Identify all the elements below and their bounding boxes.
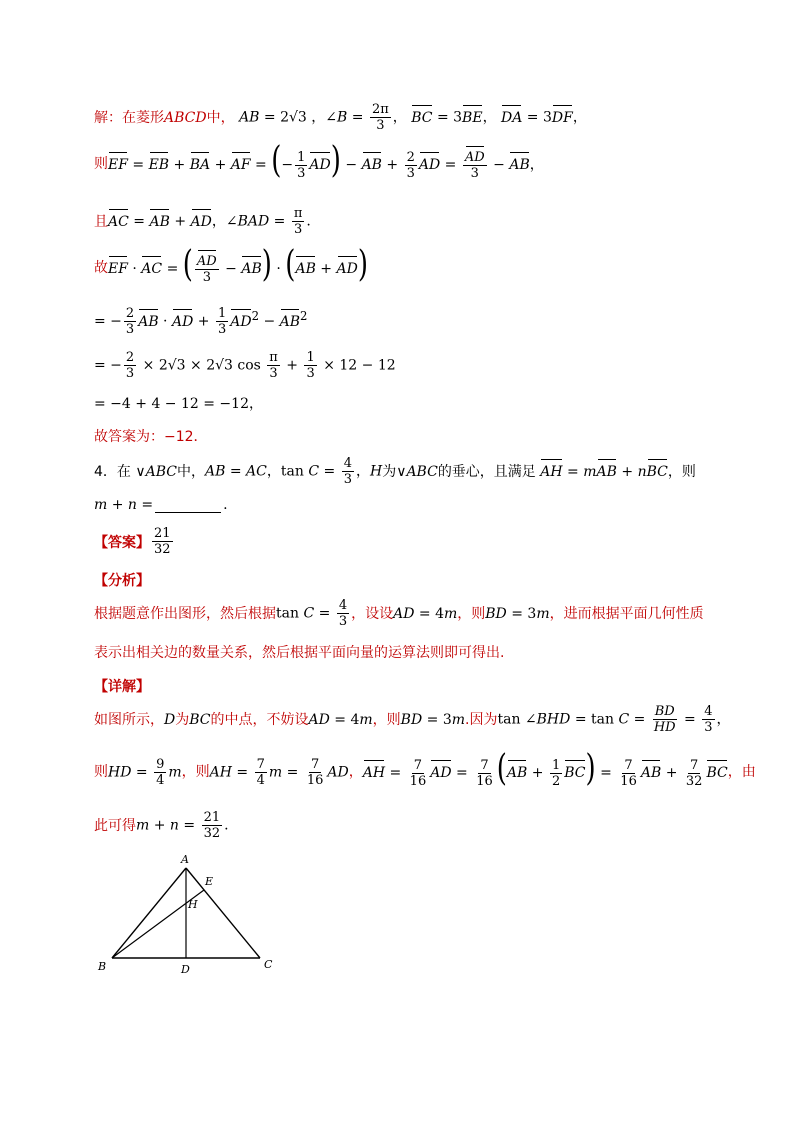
triangle-abc-2: ∨ABC bbox=[396, 463, 438, 480]
triangle-figure bbox=[90, 848, 290, 978]
answer-numerator: 21 bbox=[154, 526, 171, 541]
problem-number: 4． bbox=[94, 463, 117, 480]
solution-line-5 bbox=[94, 306, 307, 337]
detail-text-2b: ，则 bbox=[181, 764, 210, 781]
solution-intro: 解：在菱形 bbox=[94, 109, 164, 126]
analysis-bd: BD = 3m bbox=[485, 605, 550, 622]
label-c: C bbox=[264, 958, 273, 971]
analysis-text-a: 根据题意作出图形，然后根据 bbox=[94, 605, 276, 622]
vector-condition: AH = mAB + nBC bbox=[540, 463, 668, 480]
detail-text-2c: ， bbox=[348, 764, 363, 781]
detail-text-2a: 则 bbox=[94, 764, 108, 781]
and-label: 且 bbox=[94, 213, 108, 230]
problem-text-b: 中， bbox=[177, 463, 205, 480]
side-ac bbox=[186, 868, 260, 958]
problem-4-line-2 bbox=[94, 496, 228, 514]
detail-line-2 bbox=[94, 748, 756, 790]
problem-4-line-1 bbox=[94, 456, 696, 487]
detail-text-e: .因为 bbox=[465, 711, 498, 728]
answer-denominator: 32 bbox=[154, 542, 171, 557]
solution-line-4 bbox=[94, 244, 368, 286]
therefore-label: 故 bbox=[94, 260, 108, 277]
then-label: 则 bbox=[94, 156, 108, 173]
blank-tail: . bbox=[223, 497, 228, 513]
side-ab bbox=[112, 868, 186, 958]
detail-line-1 bbox=[94, 704, 731, 735]
detail-text-a: 如图所示， bbox=[94, 711, 164, 728]
problem-text-d: 的垂心，且满足 bbox=[437, 463, 536, 480]
solution-line-3 bbox=[94, 206, 311, 237]
solution-line-7: = −4 + 4 − 12 = −12， bbox=[94, 396, 263, 412]
label-b: B bbox=[98, 960, 107, 973]
detail-ah: AH = $\frac{7}{4}$ m = $\frac{7}{16}$ AD bbox=[209, 756, 349, 788]
analysis-text-c: ，则 bbox=[457, 605, 486, 622]
given-conditions: AB = 2√3 ，∠B = $\frac{2\pi}{3}$ ， BC = 3BE， DA = 3DF， bbox=[239, 102, 587, 133]
analysis-ad: AD = 4m bbox=[393, 605, 458, 622]
detail-line-3 bbox=[94, 810, 229, 841]
analysis-line-2: 表示出相关边的数量关系，然后根据平面向量的运算法则即可得出. bbox=[94, 645, 505, 661]
detail-result: m + n = $\frac{21}{32}$ . bbox=[136, 810, 229, 841]
detail-label: 【详解】 bbox=[94, 679, 150, 695]
segment-bc: BC bbox=[189, 711, 211, 728]
analysis-line-1 bbox=[94, 598, 704, 629]
problem-conditions: AB = AC，tan C = $\frac{4}{3}$ ，H bbox=[205, 456, 383, 487]
answer-row bbox=[94, 526, 175, 557]
detail-tan: tan ∠BHD = tan C = $\frac{BD}{HD}$ = $\frac{4}{3}$ ， bbox=[497, 704, 731, 735]
label-e: E bbox=[205, 875, 214, 888]
previous-answer: 故答案为：−12． bbox=[94, 429, 208, 445]
detail-ad: AD = 4m bbox=[308, 711, 373, 728]
ef-expansion: EF = EB + BA + AF = (− $\frac{1}{3}$ AD) − AB + $\frac{2}{3}$ AD = $\frac{AD}{3}$ − AB， bbox=[108, 140, 544, 182]
label-d: D bbox=[181, 963, 190, 976]
detail-hd: HD = $\frac{9}{4}$ m bbox=[108, 756, 182, 788]
dot-product-setup: EF · AC = ( $\frac{AD}{3}$ − AB) · (AB + AD) bbox=[108, 244, 368, 286]
point-d: D bbox=[164, 711, 176, 728]
label-h: H bbox=[188, 898, 198, 911]
m-plus-n: m + n = bbox=[94, 497, 154, 513]
analysis-label: 【分析】 bbox=[94, 573, 150, 589]
dot-product-numeric: = − $\frac{2}{3}$ × 2√3 × 2√3 cos $\frac{\pi}{3}$ + $\frac{1}{3}$ × 12 − 12 bbox=[94, 350, 396, 381]
solution-line-1 bbox=[94, 102, 587, 133]
solution-line-2 bbox=[94, 140, 544, 182]
label-a: A bbox=[181, 853, 189, 866]
solution-line-6 bbox=[94, 350, 396, 381]
analysis-tan: tan C = $\frac{4}{3}$ bbox=[276, 598, 348, 629]
answer-blank bbox=[155, 498, 221, 513]
detail-bd: BD = 3m bbox=[400, 711, 466, 728]
detail-text-d: ，则 bbox=[372, 711, 401, 728]
ac-expansion: AC = AB + AD，∠BAD = $\frac{\pi}{3}$ . bbox=[108, 206, 311, 237]
rhombus-name: ABCD bbox=[164, 109, 207, 126]
dot-product-expand: = − $\frac{2}{3}$ AB · AD + $\frac{1}{3}$ $AD^2 - AB^2$ bbox=[94, 306, 308, 337]
solution-intro-mid: 中， bbox=[206, 109, 235, 126]
detail-text-2d: ，由 bbox=[727, 764, 756, 781]
detail-text-c: 的中点，不妨设 bbox=[210, 711, 309, 728]
detail-text-3: 此可得 bbox=[94, 817, 136, 834]
analysis-text-d: ，进而根据平面几何性质 bbox=[549, 605, 704, 622]
problem-text-c: 为 bbox=[382, 463, 397, 480]
answer-label: 【答案】 bbox=[94, 534, 150, 551]
triangle-abc: ∨ABC bbox=[130, 463, 177, 480]
detail-vector-ah: AH = $\frac{7}{16}$ AD = $\frac{7}{16}$ (AB + $\frac{1}{2}$ BC) = $\frac{7}{16}$ AB + $\frac{7}{32}$ BC bbox=[362, 748, 728, 790]
problem-text-e: ，则 bbox=[667, 463, 696, 480]
analysis-text-b: ，设设 bbox=[351, 605, 394, 622]
problem-text-a: 在 bbox=[116, 463, 131, 480]
answer-value bbox=[152, 526, 173, 557]
detail-text-b: 为 bbox=[175, 711, 190, 728]
